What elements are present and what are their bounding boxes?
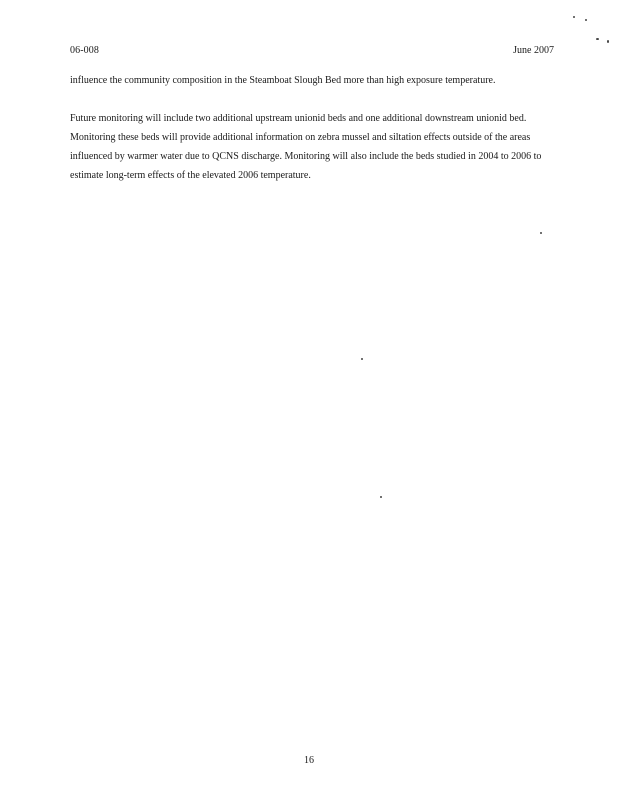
scan-speck bbox=[540, 232, 542, 234]
body-paragraph-2: Future monitoring will include two additional upstream unionid beds and one additional downstream unionid bed. Monitoring these beds will provide additional information on zebra mussel and siltation effects outside of the areas influenced by warmer water due to QCNS discharge. Monitoring will also include the beds studied in 2004 to 2006 to estimate long-term effects of the elevated 2006 temperature. bbox=[70, 113, 542, 181]
scan-speck bbox=[361, 358, 363, 360]
scan-speck bbox=[607, 40, 609, 43]
scan-speck bbox=[380, 496, 382, 498]
scan-speck bbox=[585, 19, 587, 21]
page-number: 16 bbox=[304, 755, 314, 766]
scan-speck bbox=[596, 38, 599, 40]
body-paragraph-1: influence the community composition in the Steamboat Slough Bed more than high exposure temperature. bbox=[70, 75, 496, 86]
document-id: 06-008 bbox=[70, 45, 99, 56]
document-date: June 2007 bbox=[513, 45, 554, 56]
scan-speck bbox=[573, 16, 575, 18]
